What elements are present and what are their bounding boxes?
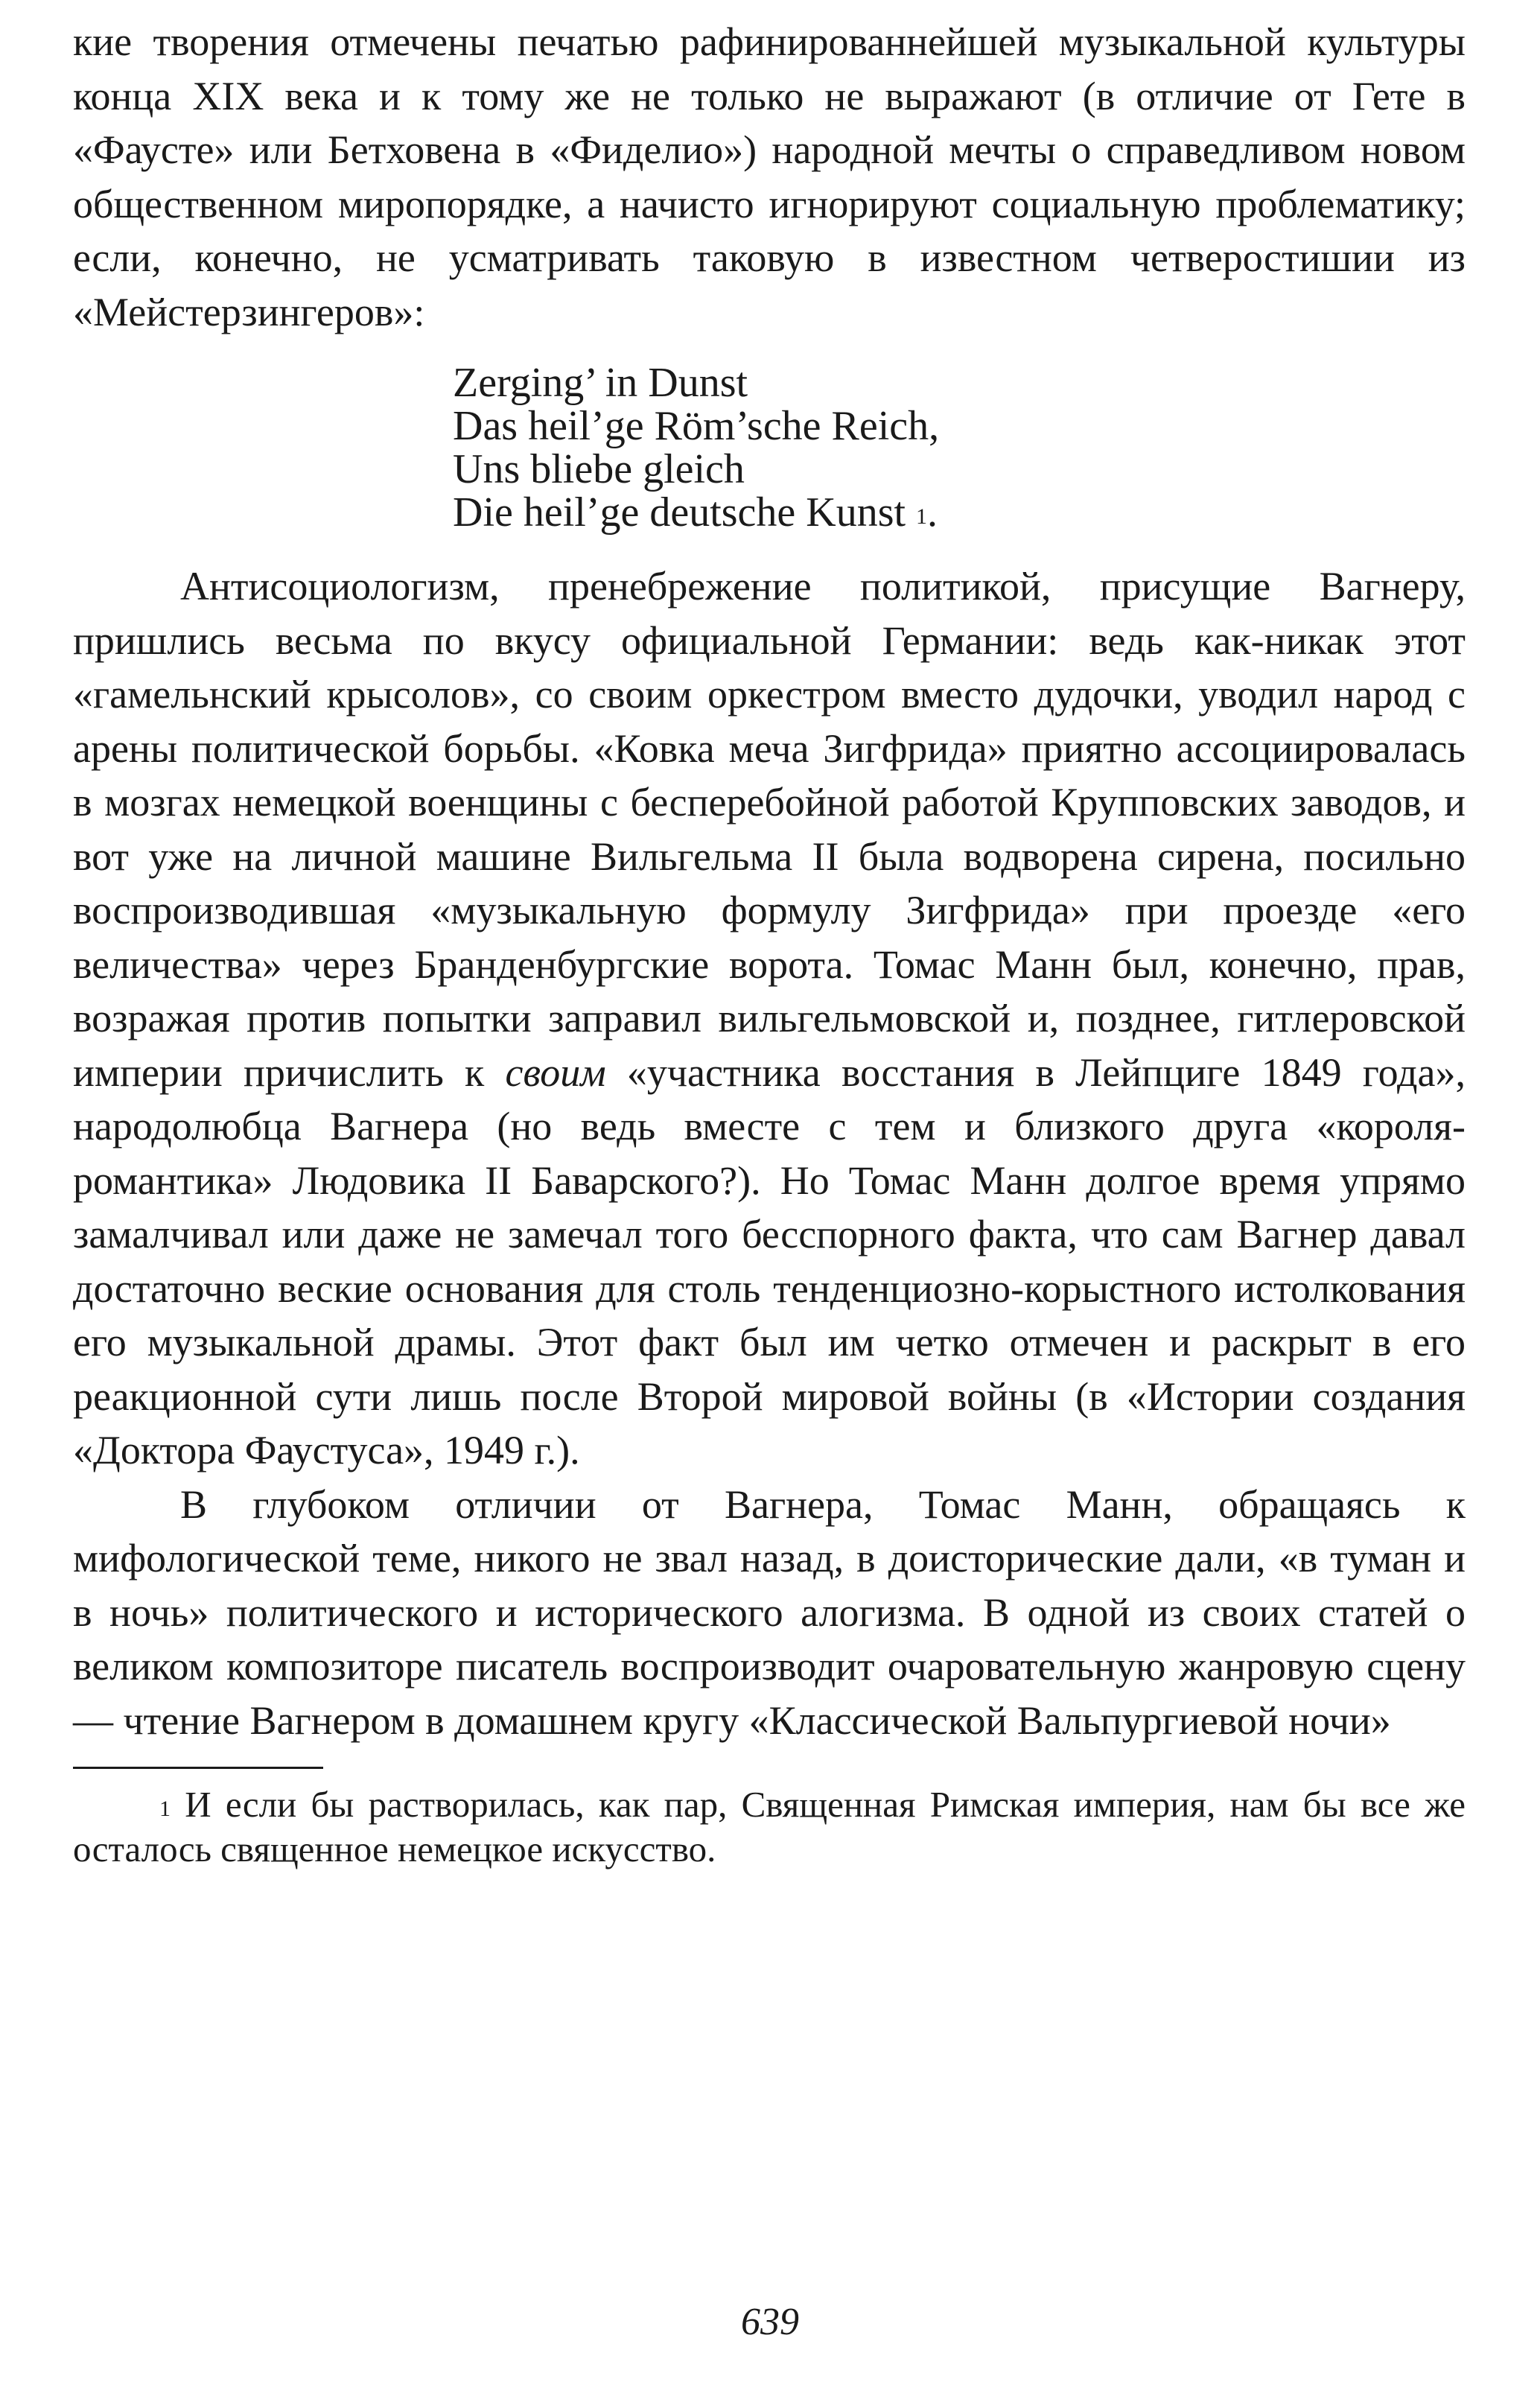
verse-line-4-end: .	[927, 489, 938, 536]
footnote-text: И если бы растворилась, как пар, Священная Римская империя, нам бы все же осталось священное немецкое искусство.	[73, 1784, 1466, 1869]
footnote-marker: 1	[159, 1796, 171, 1821]
paragraph-3: В глубоком отличии от Вагнера, Томас Манн, обращаясь к мифологической теме, никого не звал назад, в доисторические дали, «в туман и в ночь» политического и исторического алогизма. В одной из своих статей о великом композиторе писатель воспроизводит очаровательную жанровую сцену — чтение Вагнером в домашнем кругу «Классической Вальпургиевой ночи»	[73, 1481, 1466, 1743]
footnote-reference[interactable]: 1	[916, 504, 928, 529]
verse-line-3: Uns bliebe gleich	[453, 446, 745, 492]
paragraph-2-emphasis: своим	[505, 1049, 606, 1095]
paragraph-2	[73, 559, 1466, 1478]
verse-line-4-text: Die heil’ge deutsche Kunst	[453, 489, 906, 536]
verse-line-2: Das heil’ge Röm’sche Reich,	[453, 403, 940, 449]
verse-quote	[453, 361, 1466, 534]
page-number: 639	[741, 2301, 799, 2343]
verse-line-4	[453, 491, 1466, 534]
paragraph-2-part-1: Антисоциологизм, пренебрежение политикой, присущие Вагнеру, пришлись весьма по вкусу официальной Германии: ведь как-никак этот «гамельнский крысолов», со своим оркестром вместо дудочки, уводил народ с арены политической борьбы. «Ковка меча Зигфрида» приятно ассоциировалась в мозгах немецкой военщины с бесперебойной работой Крупповских заводов, и вот уже на личной машине Вильгельма II была водворена сирена, посильно воспроизводившая «музыкальную формулу Зигфрида» при проезде «его величества» через Бранденбургские ворота. Томас Манн был, конечно, прав, возражая против попытки заправил вильгельмовской и, позднее, гитлеровской империи причислить к	[73, 564, 1466, 1095]
paragraph-1: кие творения отмечены печатью рафинированнейшей музыкальной культуры конца XIX века и к тому же не только не выражают (в отличие от Гете в «Фаусте» или Бетховена в «Фиделио») народной мечты о справедливом новом общественном миропорядке, а начисто игнорируют социальную проблематику; если, конечно, не усматривать таковую в известном четверостишии из «Мейстерзингеров»:	[73, 19, 1466, 334]
footnote-divider	[73, 1767, 323, 1769]
page-body	[73, 15, 1466, 1872]
paragraph-2-part-2: «участника восстания в Лейпциге 1849 года», народолюбца Вагнера (но ведь вместе с тем и близкого друга «короля-романтика» Людовика II Баварского?). Но Томас Манн долгое время упрямо замалчивал или даже не замечал того бесспорного факта, что сам Вагнер давал достаточно веские основания для столь тенденциозно-корыстного истолкования его музыкальной драмы. Этот факт был им четко отмечен и раскрыт в его реакционной сути лишь после Второй мировой войны (в «Истории создания «Доктора Фаустуса», 1949 г.).	[73, 1049, 1466, 1472]
verse-line-1: Zerging’ in Dunst	[453, 360, 748, 406]
footnote	[73, 1782, 1466, 1872]
